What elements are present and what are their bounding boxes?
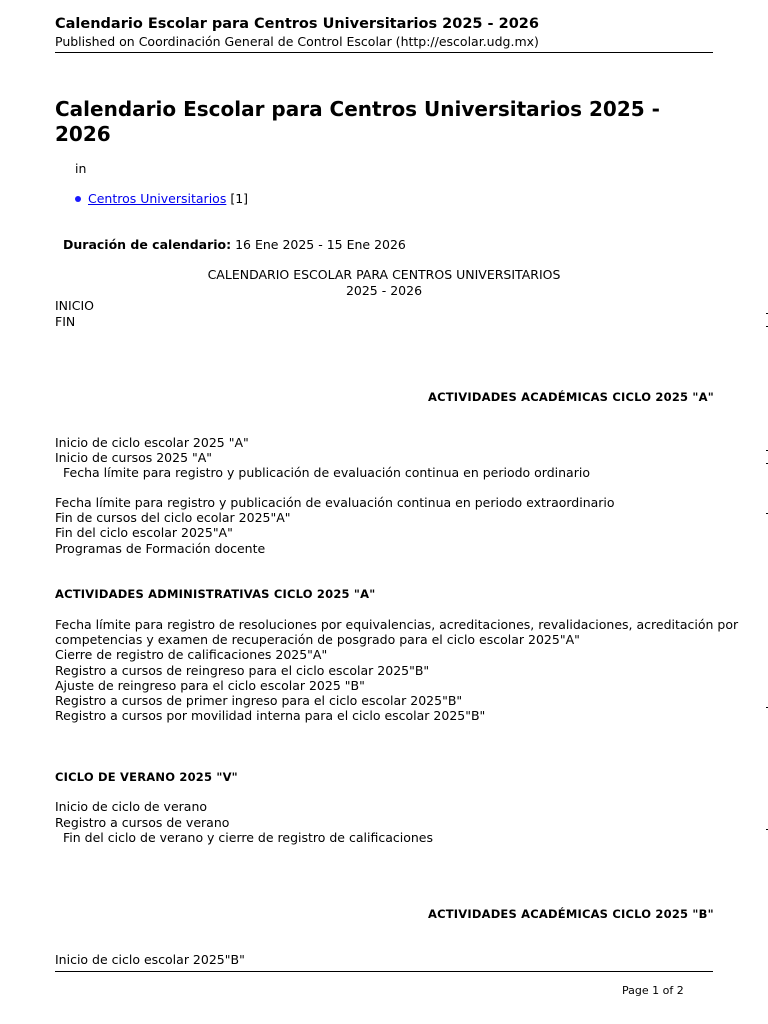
list-item: competencias y examen de recuperación de posgrado para el ciclo escolar 2025"A" — [55, 632, 580, 647]
list-item: Fecha límite para registro y publicación de evaluación continua en periodo ordinario — [63, 465, 590, 480]
bullet-icon — [75, 196, 81, 202]
calendar-heading-line2: 2025 - 2026 — [345, 283, 423, 298]
page-title: Calendario Escolar para Centros Universitarios 2025 - 2026 — [55, 97, 660, 146]
column-end: FIN — [55, 314, 76, 329]
header-title: Calendario Escolar para Centros Universitarios 2025 - 2026 — [55, 16, 539, 32]
footer-divider — [55, 971, 713, 972]
taxonomy-ref: [1] — [230, 191, 249, 206]
list-item: Inicio de ciclo de verano — [55, 799, 208, 814]
summer-heading: CICLO DE VERANO 2025 "V" — [55, 770, 238, 784]
list-item: Fin del ciclo de verano y cierre de registro de calificaciones — [63, 830, 433, 845]
taxonomy-item — [88, 191, 248, 207]
list-item: Inicio de cursos 2025 "A" — [55, 450, 213, 465]
taxonomy-prefix: in — [75, 161, 87, 176]
duration-label: Duración de calendario: — [63, 237, 232, 252]
list-item: Inicio de ciclo escolar 2025 "A" — [55, 435, 249, 450]
column-start: INICIO — [55, 298, 94, 313]
list-item: Ajuste de reingreso para el ciclo escolar 2025 "B" — [55, 678, 365, 693]
admin-a-heading: ACTIVIDADES ADMINISTRATIVAS CICLO 2025 "A" — [55, 587, 376, 601]
list-item: Registro a cursos por movilidad interna para el ciclo escolar 2025"B" — [55, 708, 486, 723]
academic-b-heading: ACTIVIDADES ACADÉMICAS CICLO 2025 "B" — [428, 907, 714, 921]
list-item: Cierre de registro de calificaciones 2025"A" — [55, 647, 328, 662]
header-divider — [55, 52, 713, 53]
calendar-heading-line1: CALENDARIO ESCOLAR PARA CENTROS UNIVERSITARIOS — [207, 267, 561, 282]
published-on-line: Published on Coordinación General de Control Escolar (http://escolar.udg.mx) — [55, 34, 539, 49]
list-item: Fin de cursos del ciclo ecolar 2025"A" — [55, 510, 291, 525]
list-item: Fecha límite para registro de resoluciones por equivalencias, acreditaciones, revalidaciones, acreditación por — [55, 617, 739, 632]
list-item: Registro a cursos de reingreso para el ciclo escolar 2025"B" — [55, 663, 430, 678]
duration-value: 16 Ene 2025 - 15 Ene 2026 — [231, 237, 406, 252]
duration-row — [63, 237, 406, 253]
list-item: Inicio de ciclo escolar 2025"B" — [55, 952, 245, 967]
academic-a-heading: ACTIVIDADES ACADÉMICAS CICLO 2025 "A" — [428, 390, 714, 404]
list-item: Fecha límite para registro y publicación de evaluación continua en periodo extraordinario — [55, 495, 615, 510]
centros-universitarios-link[interactable]: Centros Universitarios — [88, 191, 227, 206]
list-item: Programas de Formación docente — [55, 541, 266, 556]
list-item: Registro a cursos de primer ingreso para el ciclo escolar 2025"B" — [55, 693, 463, 708]
list-item: Fin del ciclo escolar 2025"A" — [55, 525, 233, 540]
page-number: Page 1 of 2 — [622, 984, 684, 997]
list-item: Registro a cursos de verano — [55, 815, 230, 830]
